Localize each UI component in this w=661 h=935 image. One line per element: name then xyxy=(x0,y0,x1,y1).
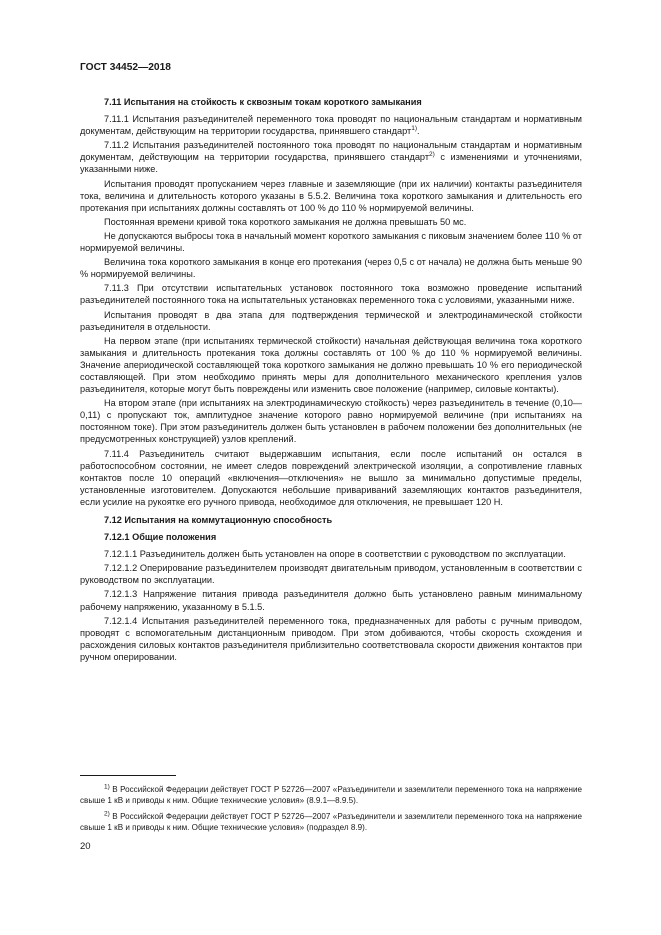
section-heading-7-12: 7.12 Испытания на коммутационную способность xyxy=(104,515,333,525)
footnote-mark: 2) xyxy=(104,810,110,818)
running-header: ГОСТ 34452—2018 xyxy=(80,62,171,73)
footnote-1 xyxy=(80,785,582,806)
paragraph: Не допускаются выбросы тока в начальный момент короткого замыкания с пиковым значением более 110 % от нормируемой величины. xyxy=(80,230,582,254)
footnote-mark: 1) xyxy=(104,783,110,791)
page-number: 20 xyxy=(80,841,91,852)
footnote-2 xyxy=(80,812,582,833)
paragraph: На втором этапе (при испытаниях на электродинамическую стойкость) через разъединитель в течение (0,10—0,11) с пропускают ток, амплитудное значение которого равно нормируемой величине (при испытаниях на постоянном токе). При этом разъединитель должен быть установлен в рабочем положении без дополнительных (не предусмотренных конструкцией) узлов креплений. xyxy=(80,398,582,445)
footnote-text: В Российской Федерации действует ГОСТ Р 52726—2007 «Разъединители и заземлители переменного тока на напряжение свыше 1 кВ и приводы к ним. Общие технические условия» (8.9.1—8.9.5). xyxy=(80,785,582,805)
paragraph: Величина тока короткого замыкания в конце его протекания (через 0,5 с от начала) не должна быть меньше 90 % нормируемой величины. xyxy=(80,257,582,280)
paragraph-7-12-1-1: 7.12.1.1 Разъединитель должен быть установлен на опоре в соответствии с руководством по эксплуатации. xyxy=(104,549,566,560)
paragraph-7-12-1-4: 7.12.1.4 Испытания разъединителей переменного тока, предназначенных для работы с ручным приводом, проводят с вспомогательным дистанционным приводом. При этом добиваются, чтобы скорость схождения и расхождения силовых контактов разъединителя приблизительно соответствовала скорости движения контактов при ручном оперировании. xyxy=(80,615,582,662)
section-heading-7-11: 7.11 Испытания на стойкость к сквозным токам короткого замыкания xyxy=(104,97,422,107)
paragraph-text-end: . xyxy=(417,126,420,137)
footnote-text: В Российской Федерации действует ГОСТ Р 52726—2007 «Разъединители и заземлители переменного тока на напряжение свыше 1 кВ и приводы к ним. Общие технические условия» (подраздел 8.9). xyxy=(80,812,582,832)
paragraph: На первом этапе (при испытаниях термической стойкости) начальная действующая величина тока короткого замыкания и длительность протекания тока должны составлять от 100 % до 110 % нормируемой величины. Значение апериодической составляющей тока короткого замыкания не должно превышать 10 % его периодической составляющей. При этом необходимо принять меры для дополнительного механического крепления узлов разъединителя, которые могут быть повреждены или изменить свое положение (например, силовые контакты). xyxy=(80,335,582,395)
paragraph: Испытания проводят в два этапа для подтверждения термической и электродинамической стойкости разъединителя в отдельности. xyxy=(80,309,582,332)
paragraph-7-11-3: 7.11.3 При отсутствии испытательных установок постоянного тока возможно проведение испытаний разъединителей постоянного тока на испытательных установках переменного тока с условиями, указанными ниже. xyxy=(80,283,582,306)
paragraph-7-12-1-3: 7.12.1.3 Напряжение питания привода разъединителя должно быть установлено равным минимальному рабочему напряжению, указанному в 5.1.5. xyxy=(80,589,582,612)
paragraph: Постоянная времени кривой тока короткого замыкания не должна превышать 50 мс. xyxy=(104,216,467,227)
footnote-ref-2: 2) xyxy=(429,151,435,159)
paragraph-7-11-1 xyxy=(80,113,582,137)
paragraph-7-11-4: 7.11.4 Разъединитель считают выдержавшим испытания, если после испытаний он остался в работоспособном состоянии, не имеет следов повреждений электрической изоляции, а сопротивление главных контактов после 10 операций «включения—отключения» не вышло за минимально допустимые пределы, установленные изготовителем. Допускаются небольшие привариваний заземляющих контактов разъединителя, если усилие на рукоятке его ручного привода, необходимое для отключения, не превышает 120 Н. xyxy=(80,448,582,507)
footnote-ref-1: 1) xyxy=(411,125,417,133)
paragraph-text: 7.11.2 Испытания разъединителей постоянного тока проводят по национальным стандартам и нормативным документам, действующим на территории государства, принявшего стандарт xyxy=(80,140,582,163)
paragraph-text: 7.11.1 Испытания разъединителей переменного тока проводят по национальным стандартам и нормативным документам, действующим на территории государства, принявшего стандарт xyxy=(80,114,582,137)
paragraph-7-11-2 xyxy=(80,139,582,175)
page-body xyxy=(80,96,582,665)
paragraph-text-end: с изменениями и уточнениями, указанными ниже. xyxy=(80,152,582,175)
paragraph: Испытания проводят пропусканием через главные и заземляющие (при их наличии) контакты разъединителя тока, величина и длительность которого указаны в 5.5.2. Величина тока короткого замыкания и длительность его протекания при испытаниях должны составлять от 100 % до 110 % нормируемой величины. xyxy=(80,178,582,213)
footnote-divider xyxy=(80,775,176,776)
paragraph-7-12-1-2: 7.12.1.2 Оперирование разъединителем производят двигательным приводом, установленным в соответствии с руководством по эксплуатации. xyxy=(80,563,582,586)
subsection-heading-7-12-1: 7.12.1 Общие положения xyxy=(104,532,217,543)
